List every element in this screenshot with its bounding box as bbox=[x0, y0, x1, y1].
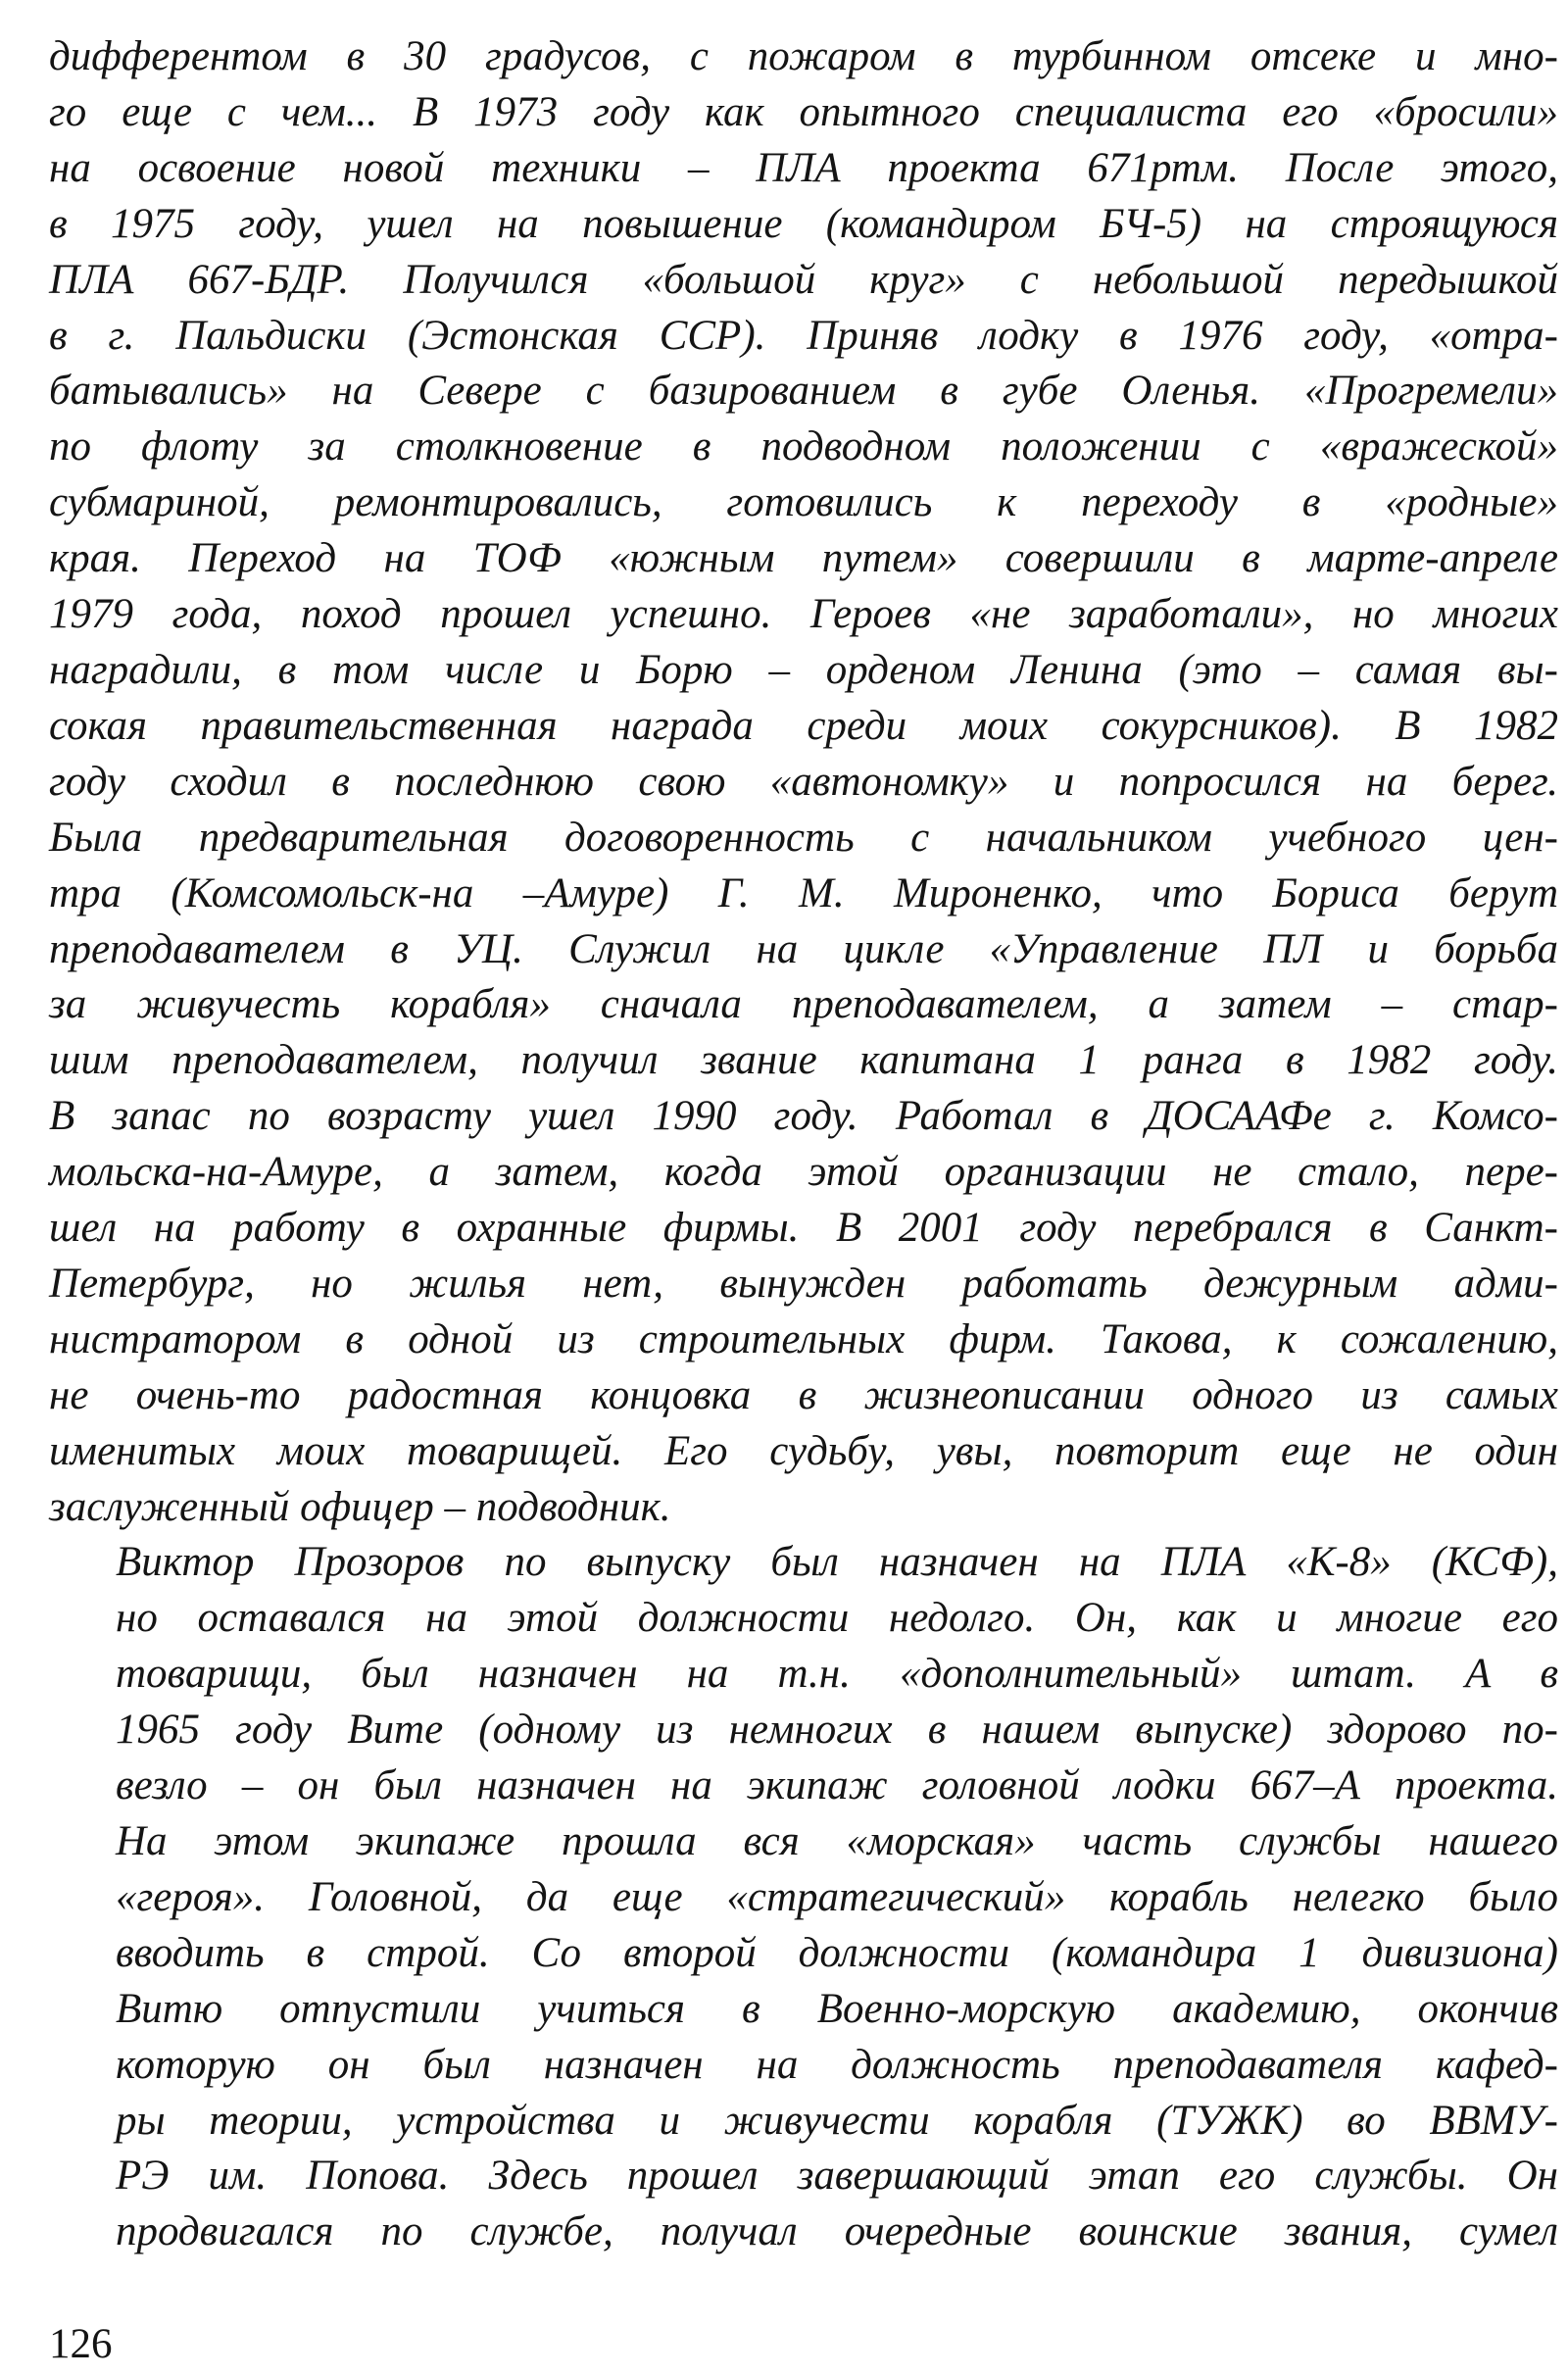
text-line: которую он был назначен на должность преподавателя кафед- bbox=[116, 2041, 1558, 2088]
text-line: на освоение новой техники – ПЛА проекта 671ртм. После этого, bbox=[49, 144, 1558, 191]
text-line: го еще с чем... В 1973 году как опытного специалиста его «бросили» bbox=[49, 88, 1558, 135]
text-line: 1979 года, поход прошел успешно. Героев «не заработали», но многих bbox=[49, 591, 1558, 638]
text-line: Была предварительная договоренность с начальником учебного цен- bbox=[49, 814, 1558, 861]
text-line: наградили, в том числе и Борю – орденом Ленина (это – самая вы- bbox=[49, 646, 1558, 693]
text-line: в г. Пальдиски (Эстонская ССР). Приняв лодку в 1976 году, «отра- bbox=[49, 312, 1558, 359]
text-line: заслуженный офицер – подводник. bbox=[49, 1483, 671, 1530]
text-line: Виктор Прозоров по выпуску был назначен на ПЛА «К-8» (КСФ), bbox=[116, 1539, 1558, 1586]
text-line: На этом экипаже прошла вся «морская» часть службы нашего bbox=[116, 1818, 1558, 1864]
text-line: Петербург, но жилья нет, вынужден работать дежурным адми- bbox=[49, 1260, 1558, 1307]
text-line: нистратором в одной из строительных фирм. Такова, к сожалению, bbox=[49, 1315, 1558, 1362]
text-line: батывались» на Севере с базированием в губе Оленья. «Прогремели» bbox=[49, 368, 1558, 415]
text-line: субмариной, ремонтировались, готовились к переходу в «родные» bbox=[49, 479, 1558, 526]
text-line: РЭ им. Попова. Здесь прошел завершающий этап его службы. Он bbox=[116, 2153, 1558, 2200]
text-line: преподавателем в УЦ. Служил на цикле «Управление ПЛ и борьба bbox=[49, 925, 1558, 972]
text-line: в 1975 году, ушел на повышение (командиром БЧ-5) на строящуюся bbox=[49, 200, 1558, 247]
text-line: ПЛА 667-БДР. Получился «большой круг» с небольшой передышкой bbox=[49, 256, 1558, 303]
text-line: шим преподавателем, получил звание капитана 1 ранга в 1982 году. bbox=[49, 1037, 1558, 1084]
text-line: 1965 году Вите (одному из немногих в нашем выпуске) здорово по- bbox=[116, 1707, 1558, 1754]
text-line: за живучесть корабля» сначала преподавателем, а затем – стар- bbox=[49, 981, 1558, 1028]
text-line: именитых моих товарищей. Его судьбу, увы, повторит еще не один bbox=[49, 1427, 1558, 1474]
text-line: «героя». Головной, да еще «стратегический» корабль нелегко было bbox=[116, 1873, 1558, 1920]
body-text bbox=[49, 29, 1558, 2260]
text-line: не очень-то радостная концовка в жизнеописании одного из самых bbox=[49, 1371, 1558, 1418]
paragraph-boris-biography bbox=[49, 29, 1558, 1535]
text-line: продвигался по службе, получал очередные воинские звания, сумел bbox=[116, 2208, 1558, 2255]
text-line: шел на работу в охранные фирмы. В 2001 году перебрался в Санкт- bbox=[49, 1205, 1558, 1252]
text-line: везло – он был назначен на экипаж головной лодки 667–А проекта. bbox=[116, 1762, 1558, 1809]
paragraph-viktor-prozorov bbox=[49, 1535, 1558, 2260]
text-line: но оставался на этой должности недолго. Он, как и многие его bbox=[116, 1595, 1558, 1642]
text-line: тра (Комсомольск-на –Амуре) Г. М. Мироненко, что Бориса берут bbox=[49, 869, 1558, 916]
page-number: 126 bbox=[49, 2321, 113, 2367]
text-line: края. Переход на ТОФ «южным путем» совершили в марте-апреле bbox=[49, 535, 1558, 582]
text-line: вводить в строй. Со второй должности (командира 1 дивизиона) bbox=[116, 1929, 1558, 1976]
text-line: ры теории, устройства и живучести корабля (ТУЖК) во ВВМУ- bbox=[116, 2097, 1558, 2144]
text-line: сокая правительственная награда среди моих сокурсников). В 1982 bbox=[49, 702, 1558, 749]
text-line: дифферентом в 30 градусов, с пожаром в турбинном отсеке и мно- bbox=[49, 33, 1558, 79]
text-line: Витю отпустили учиться в Военно-морскую академию, окончив bbox=[116, 1985, 1558, 2032]
text-line: по флоту за столкновение в подводном положении с «вражеской» bbox=[49, 423, 1558, 470]
text-line: В запас по возрасту ушел 1990 году. Работал в ДОСААФе г. Комсо- bbox=[49, 1093, 1558, 1140]
text-line: товарищи, был назначен на т.н. «дополнительный» штат. А в bbox=[116, 1651, 1558, 1698]
text-line: году сходил в последнюю свою «автономку» и попросился на берег. bbox=[49, 758, 1558, 805]
text-line: мольска-на-Амуре, а затем, когда этой организации не стало, пере- bbox=[49, 1149, 1558, 1196]
